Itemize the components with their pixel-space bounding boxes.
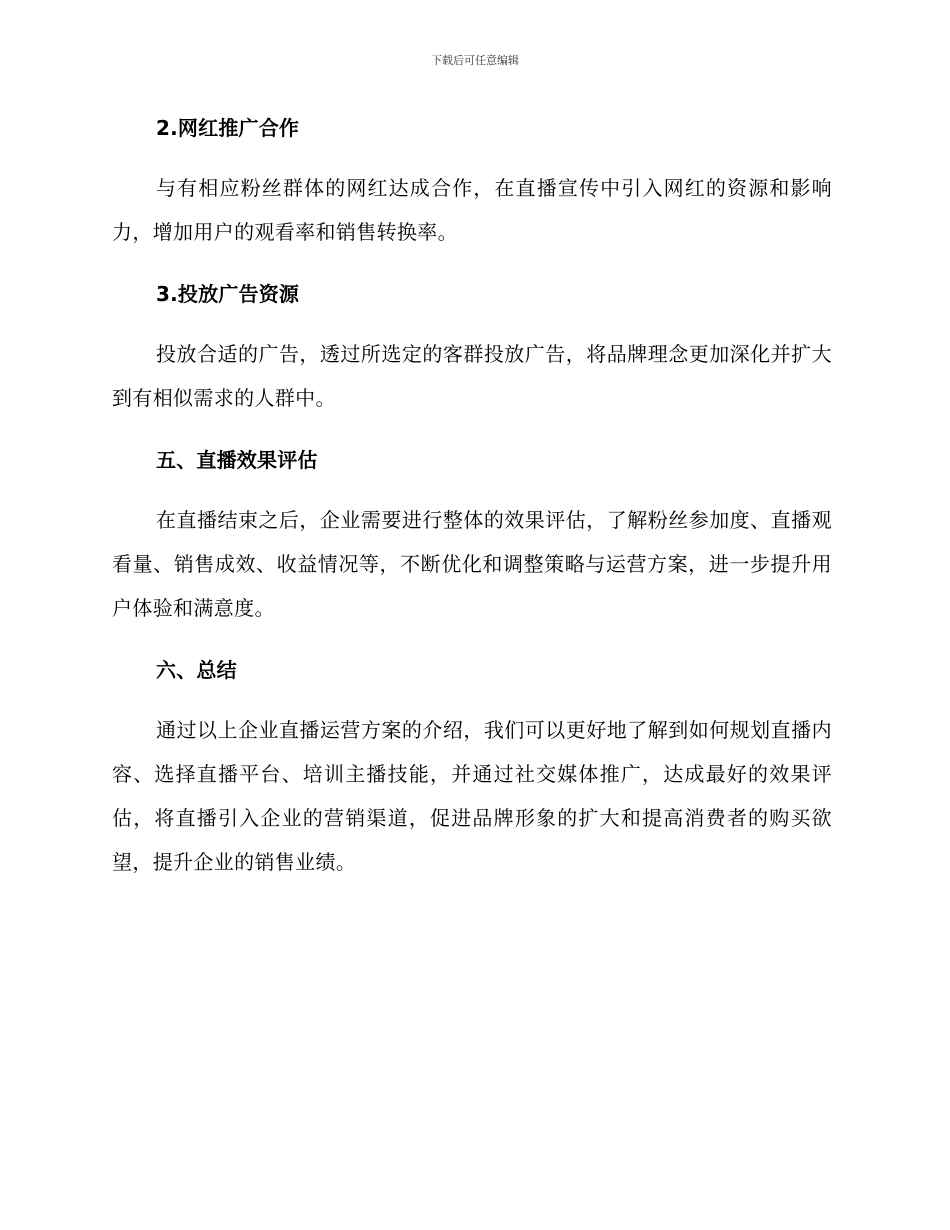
section-paragraph-influencer-cooperation: 与有相应粉丝群体的网红达成合作，在直播宣传中引入网红的资源和影响力，增加用户的观看率和销售转换率。 xyxy=(112,176,832,244)
document-body xyxy=(112,112,832,884)
section-heading-effect-evaluation: 五、直播效果评估 xyxy=(156,448,318,472)
section-paragraph-ad-placement: 投放合适的广告，透过所选定的客群投放广告，将品牌理念更加深化并扩大到有相似需求的人群中。 xyxy=(112,342,832,410)
section-heading-influencer-cooperation: 2.网红推广合作 xyxy=(156,116,300,140)
section-heading-ad-placement: 3.投放广告资源 xyxy=(156,282,300,306)
section-heading-summary: 六、总结 xyxy=(156,658,237,682)
page-header-note: 下载后可任意编辑 xyxy=(431,54,519,67)
section-paragraph-effect-evaluation: 在直播结束之后，企业需要进行整体的效果评估，了解粉丝参加度、直播观看量、销售成效、收益情况等，不断优化和调整策略与运营方案，进一步提升用户体验和满意度。 xyxy=(112,508,832,620)
section-paragraph-summary: 通过以上企业直播运营方案的介绍，我们可以更好地了解到如何规划直播内容、选择直播平台、培训主播技能，并通过社交媒体推广，达成最好的效果评估，将直播引入企业的营销渠道，促进品牌形象的扩大和提高消费者的购买欲望，提升企业的销售业绩。 xyxy=(112,718,832,874)
